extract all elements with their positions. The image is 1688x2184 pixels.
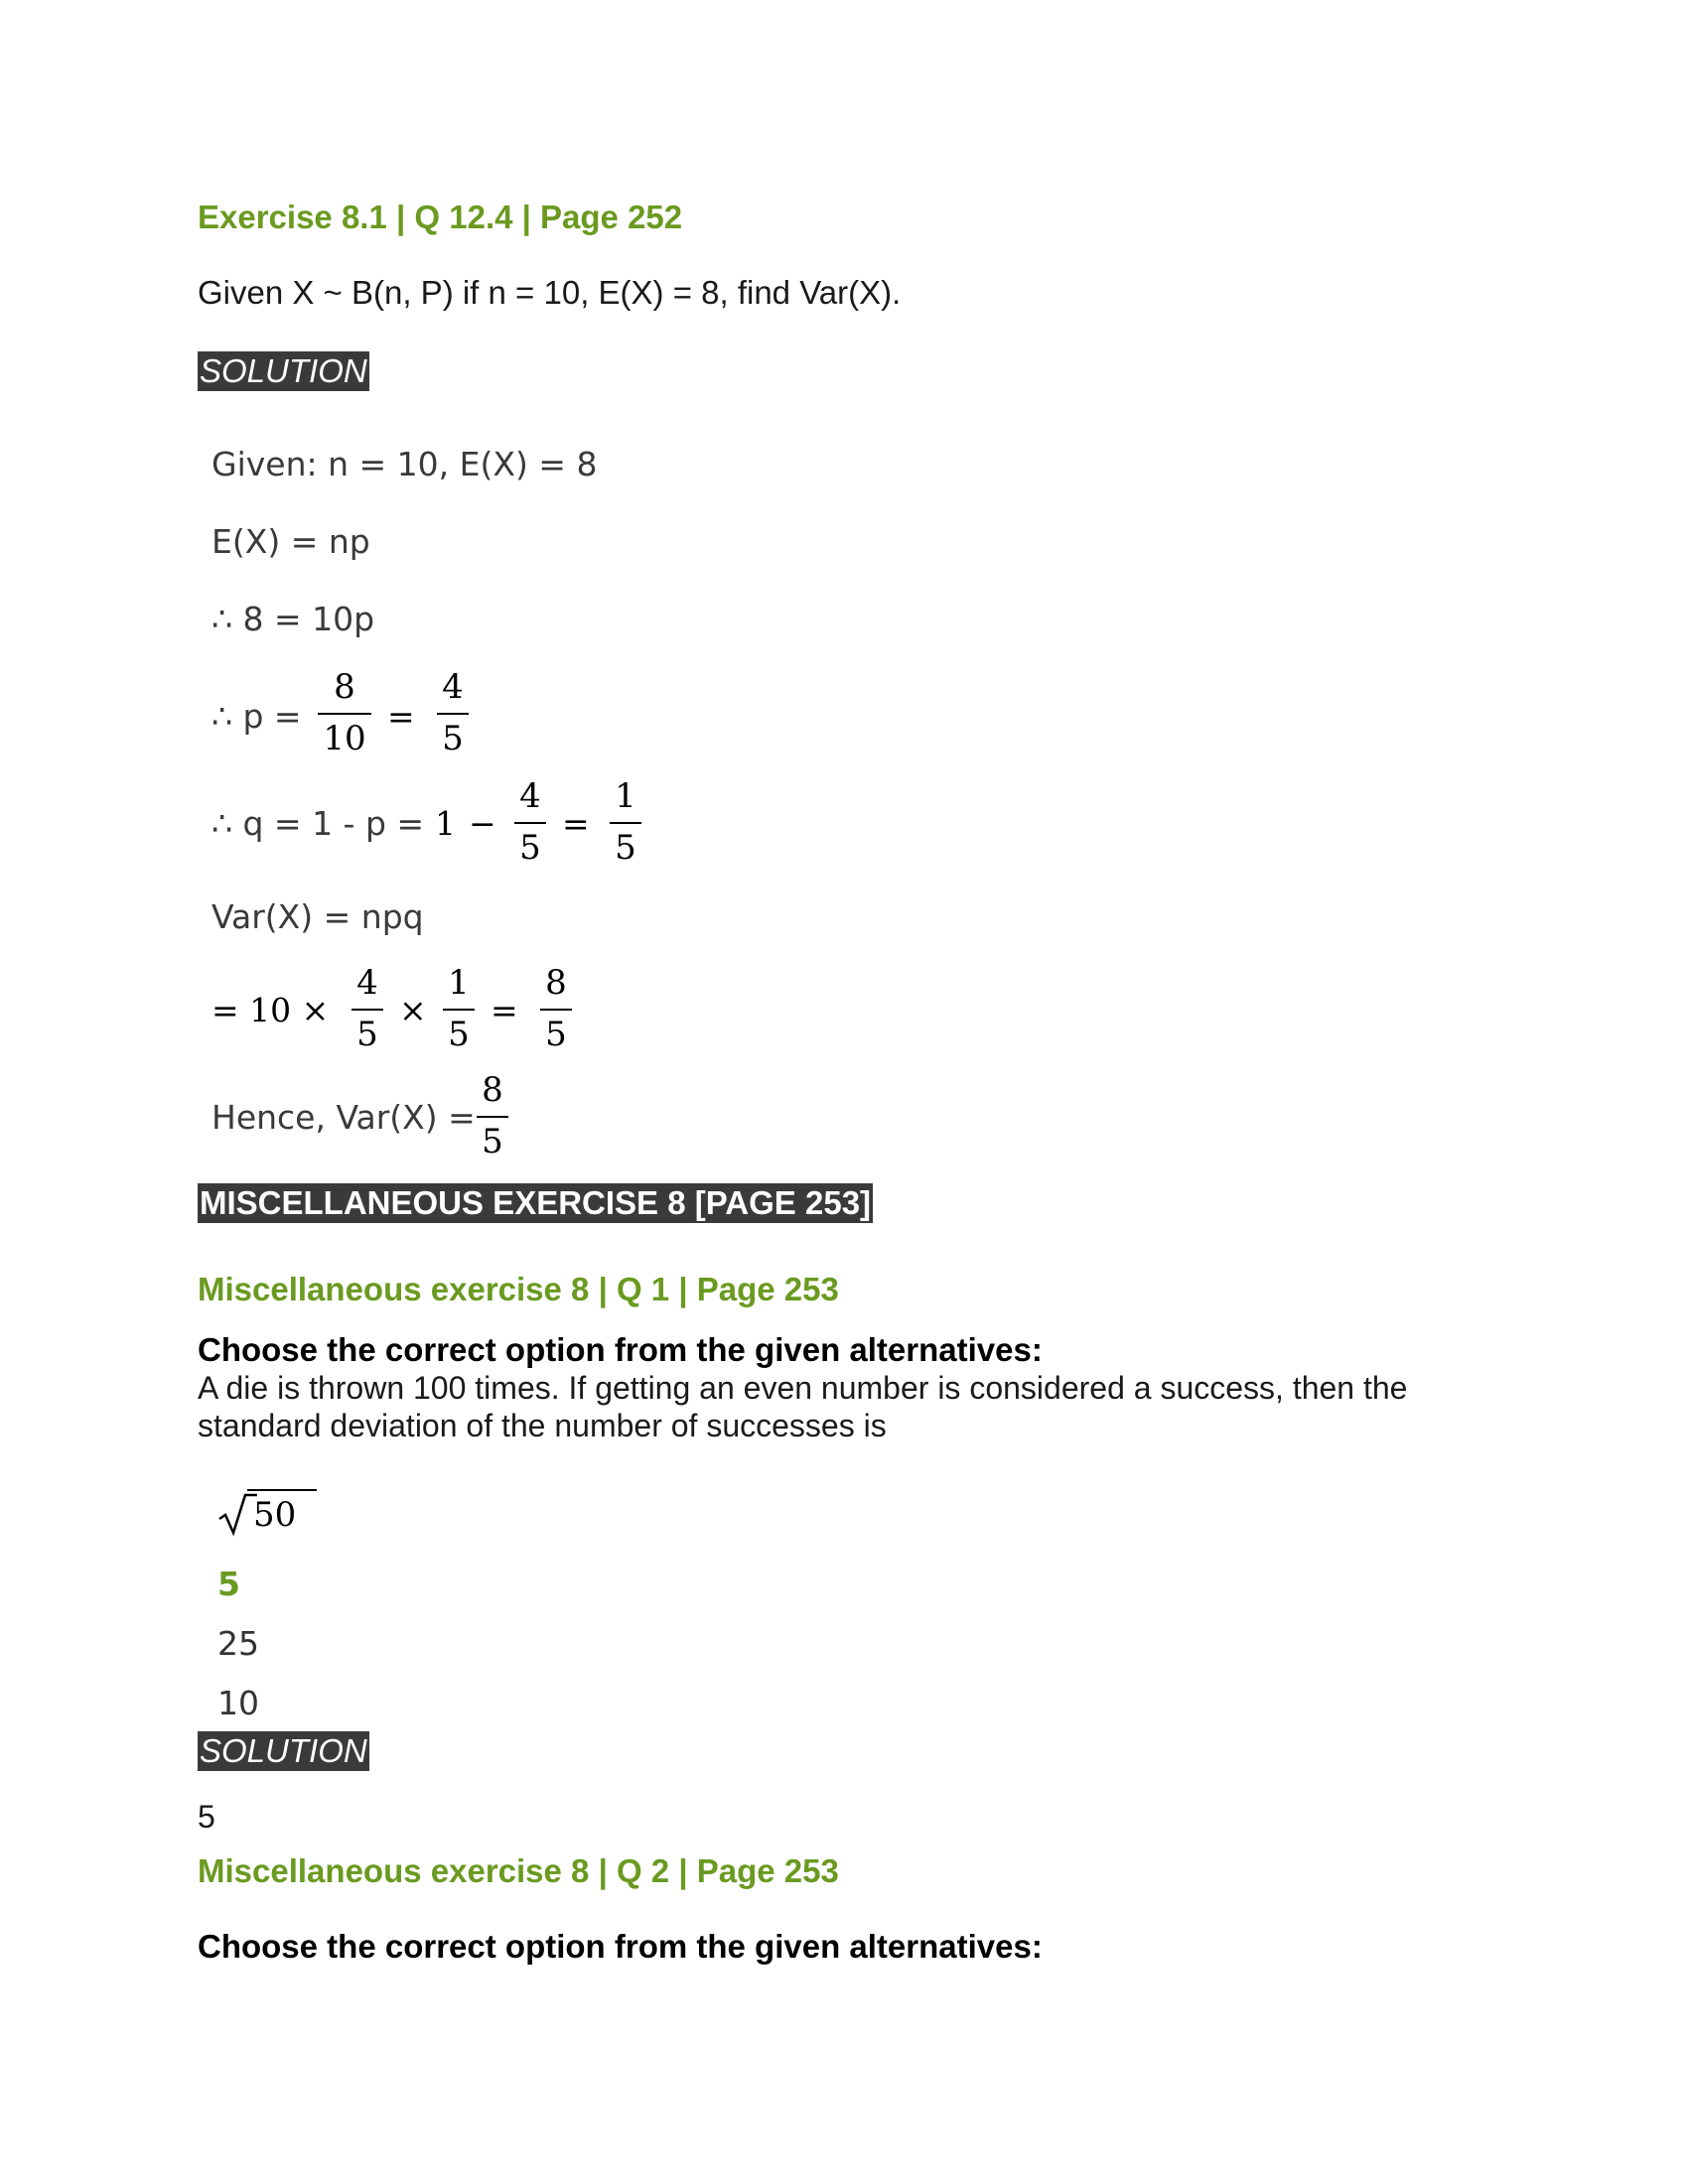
- misc-q2-heading: Miscellaneous exercise 8 | Q 2 | Page 253: [198, 1852, 839, 1889]
- numerator: 8: [482, 1070, 503, 1110]
- denominator: 5: [615, 828, 636, 868]
- option-c: 25: [217, 1624, 259, 1663]
- solution-step-5-prefix: ∴ q = 1 - p =: [211, 804, 425, 843]
- fraction: [437, 667, 469, 758]
- numerator: 4: [442, 667, 464, 707]
- denominator: 5: [356, 1015, 378, 1054]
- denominator: 10: [323, 719, 366, 758]
- q1-question-line-2: standard deviation of the number of successes is: [198, 1408, 887, 1443]
- solution-step-6: Var(X) = npq: [211, 897, 424, 936]
- exercise-heading: Exercise 8.1 | Q 12.4 | Page 252: [198, 199, 683, 235]
- misc-exercise-banner: MISCELLANEOUS EXERCISE 8 [PAGE 253]: [200, 1184, 872, 1221]
- solution-step-8-prefix: Hence, Var(X) =: [211, 1098, 476, 1137]
- denominator: 5: [519, 828, 541, 868]
- q2-instruction: Choose the correct option from the given alternatives:: [198, 1928, 1043, 1965]
- fraction: [352, 963, 383, 1054]
- numerator: 4: [519, 776, 541, 816]
- sqrt-icon: [217, 1489, 257, 1537]
- denominator: 5: [442, 719, 464, 758]
- option-b-correct: 5: [217, 1565, 240, 1603]
- times-sign: ×: [399, 991, 427, 1029]
- one: 1: [435, 804, 456, 843]
- fraction: [477, 1070, 508, 1161]
- fraction: [610, 776, 641, 868]
- numerator: 1: [448, 963, 470, 1003]
- equals-sign: =: [387, 697, 415, 736]
- denominator: 5: [482, 1122, 503, 1161]
- denominator: 5: [448, 1015, 470, 1054]
- minus-sign: −: [469, 804, 496, 843]
- equals-sign: =: [562, 804, 590, 843]
- option-d: 10: [217, 1684, 259, 1722]
- numerator: 8: [334, 667, 355, 707]
- solution-step-4-prefix: ∴ p =: [211, 697, 302, 736]
- solution-step-7-prefix: = 10 ×: [211, 991, 330, 1029]
- fraction: [318, 667, 371, 758]
- q1-question-line-1: A die is thrown 100 times. If getting an even number is considered a success, then the: [198, 1370, 1408, 1406]
- denominator: 5: [545, 1015, 567, 1054]
- fraction: [514, 776, 546, 868]
- equals-sign: =: [491, 991, 518, 1029]
- solution-step-1: Given: n = 10, E(X) = 8: [211, 445, 598, 483]
- misc-q1-heading: Miscellaneous exercise 8 | Q 1 | Page 253: [198, 1271, 839, 1307]
- solution-step-2: E(X) = np: [211, 522, 370, 561]
- numerator: 1: [615, 776, 636, 816]
- q1-answer: 5: [198, 1799, 215, 1835]
- question-text: Given X ~ B(n, P) if n = 10, E(X) = 8, find Var(X).: [198, 274, 902, 311]
- solution-step-3: ∴ 8 = 10p: [211, 600, 375, 638]
- numerator: 8: [545, 963, 567, 1003]
- q1-instruction: Choose the correct option from the given alternatives:: [198, 1331, 1043, 1368]
- solution-label: SOLUTION: [200, 352, 367, 389]
- numerator: 4: [356, 963, 378, 1003]
- fraction: [443, 963, 475, 1054]
- radicand: 50: [253, 1495, 297, 1535]
- q1-solution-label: SOLUTION: [200, 1732, 367, 1769]
- fraction: [540, 963, 572, 1054]
